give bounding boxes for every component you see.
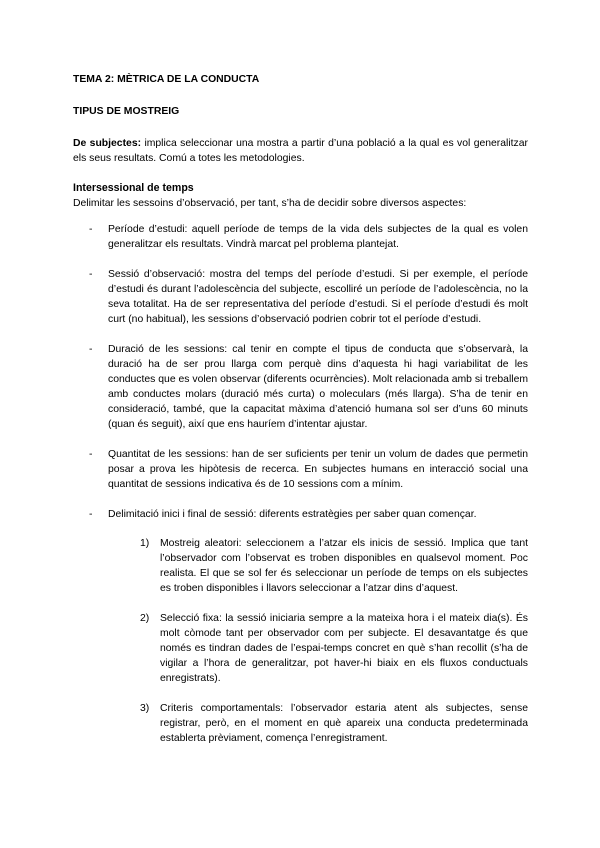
list-item — [73, 267, 528, 327]
item-number: 3) — [140, 703, 150, 714]
list-item-text: Període d’estudi: aquell període de temps de la vida dels subjectes de la qual es volen generalitzar els resultats. Vindrà marcat pel problema plantejat. — [108, 224, 528, 250]
bullet-dash: - — [89, 269, 93, 280]
section-intro: Delimitar les sessoins d’observació, per tant, s’ha de decidir sobre diversos aspectes: — [73, 198, 467, 209]
document-title: TEMA 2: MÈTRICA DE LA CONDUCTA — [73, 74, 260, 85]
item-number: 1) — [140, 538, 150, 549]
list-item-text: Quantitat de les sessions: han de ser suficients per tenir un volum de dades que permetin posar a prova les hipòtesis de recerca. En subjectes humans en interacció social una quantitat de sessions indicativa és de 10 sessions com a mínim. — [108, 449, 528, 490]
list-item — [73, 507, 528, 746]
list-item — [73, 447, 528, 492]
subjects-paragraph — [73, 136, 528, 166]
strategies-list — [108, 536, 528, 746]
numbered-item-text: Selecció fixa: la sessió iniciaria sempre a la mateixa hora i el mateix dia(s). És molt còmode tant per observador com per subjecte. El desavantatge és que només es tindran dades de l’espai-temps concret en què s’han recollit (s’ha de vigilar a l’hora de generalitzar, pot haver-hi biaix en els fluxos conductuals enregistrats). — [160, 613, 528, 684]
section-heading: Intersessional de temps — [73, 182, 194, 194]
document-subtitle: TIPUS DE MOSTREIG — [73, 106, 180, 117]
bullet-dash: - — [89, 344, 93, 355]
list-item-text: Delimitació inici i final de sessió: diferents estratègies per saber quan començar. — [108, 509, 477, 520]
list-item — [73, 222, 528, 252]
bullet-dash: - — [89, 449, 93, 460]
numbered-item-text: Mostreig aleatori: seleccionem a l’atzar els inicis de sessió. Implica que tant l’observador com l’observat es troben disponibles en qualsevol moment. Poc realista. El que se sol fer és seleccionar un període de temps on els subjectes es troben disponibles i llavors seleccionar a l’atzar dins d’aquest. — [160, 538, 528, 594]
list-item-text: Sessió d’observació: mostra del temps del període d’estudi. Si per exemple, el període d’estudi és durant l’adolescència del subjecte, escolliré un període de l’adolescència, no la seva totalitat. Ha de ser representativa del període d’estudi. Si el període d’estudi és molt curt (no habitual), les sessions d’observació podrien cobrir tot el període d’estudi. — [108, 269, 528, 325]
bullet-dash: - — [89, 509, 93, 520]
bullet-dash: - — [89, 224, 93, 235]
subjects-label: De subjectes: — [73, 138, 142, 149]
numbered-item — [108, 701, 528, 746]
numbered-item — [108, 611, 528, 686]
subjects-text: implica seleccionar una mostra a partir d’una població a la qual es vol generalitzar els seus resultats. Comú a totes les metodologies. — [73, 138, 528, 164]
aspects-list — [73, 222, 528, 746]
document-body — [73, 72, 528, 761]
list-item — [73, 342, 528, 432]
item-number: 2) — [140, 613, 150, 624]
numbered-item-text: Criteris comportamentals: l’observador estaria atent als subjectes, sense registrar, però, en el moment en què apareix una conducta predeterminada establerta prèviament, comença l’enregistrament. — [160, 703, 528, 744]
list-item-text: Duració de les sessions: cal tenir en compte el tipus de conducta que s’observarà, la duració ha de ser prou llarga com perquè dins d’aquesta hi hagi variabilitat de les conductes que es volen observar (diferents ocurrències). Molt relacionada amb si treballem amb conductes molars (duració més curta) o moleculars (més llarga). S’ha de tenir en consideració, també, que la capacitat màxima d’atenció humana sol ser d’uns 60 minuts (quan és seguit), així que ens hauríem d’intentar ajustar. — [108, 344, 528, 430]
numbered-item — [108, 536, 528, 596]
